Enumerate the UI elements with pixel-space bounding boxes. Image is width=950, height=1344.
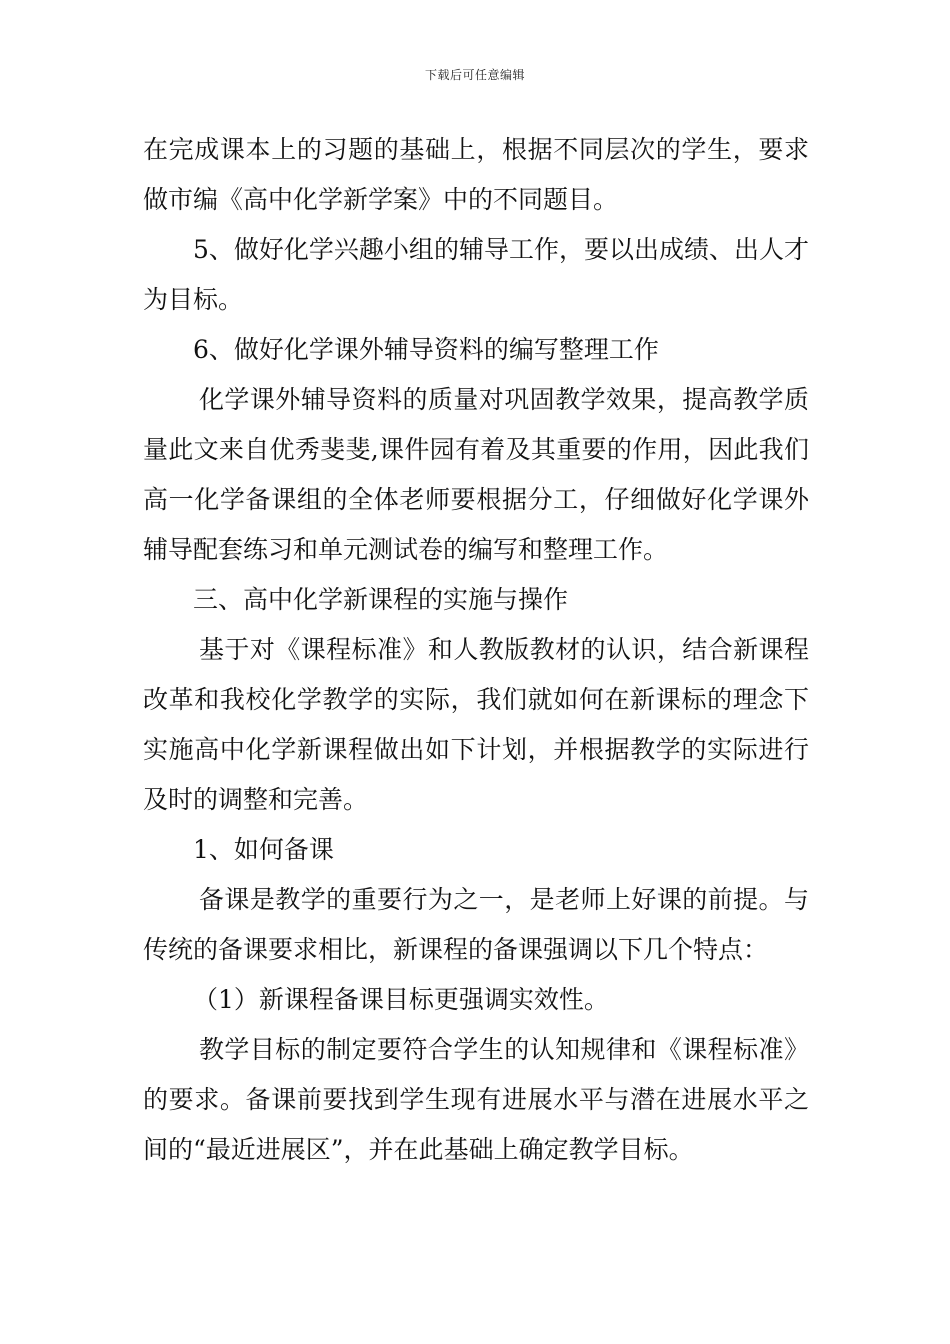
section-heading-3: 三、高中化学新课程的实施与操作: [193, 585, 569, 614]
paragraph-tutoring-materials: 化学课外辅导资料的质量对巩固教学效果，提高教学质量此文来自优秀斐斐,课件园有着及其重要的作用，因此我们高一化学备课组的全体老师要根据分工，仔细做好化学课外辅导配套练习和单元测试卷的编写和整理工作。: [143, 385, 809, 564]
paragraph-teaching-goals: 教学目标的制定要符合学生的认知规律和《课程标准》的要求。备课前要找到学生现有进展水平与潜在进展水平之间的“最近进展区”，并在此基础上确定教学目标。: [143, 1035, 809, 1164]
subheading-lesson-prep: 1、如何备课: [193, 835, 334, 864]
subitem-1: （1）新课程备课目标更强调实效性。: [193, 985, 609, 1014]
document-body: [143, 125, 809, 1175]
paragraph-item-6-heading: 6、做好化学课外辅导资料的编写整理工作: [193, 335, 659, 364]
paragraph-curriculum-plan: 基于对《课程标准》和人教版教材的认识，结合新课程改革和我校化学教学的实际，我们就如何在新课标的理念下实施高中化学新课程做出如下计划，并根据教学的实际进行及时的调整和完善。: [143, 635, 809, 814]
paragraph-item-5: 5、做好化学兴趣小组的辅导工作，要以出成绩、出人才为目标。: [143, 235, 809, 314]
page-header: 下载后可任意编辑: [424, 68, 525, 82]
paragraph-lesson-prep: 备课是教学的重要行为之一，是老师上好课的前提。与传统的备课要求相比，新课程的备课强调以下几个特点：: [143, 885, 809, 964]
paragraph-continuation: 在完成课本上的习题的基础上，根据不同层次的学生，要求做市编《高中化学新学案》中的不同题目。: [143, 135, 809, 214]
